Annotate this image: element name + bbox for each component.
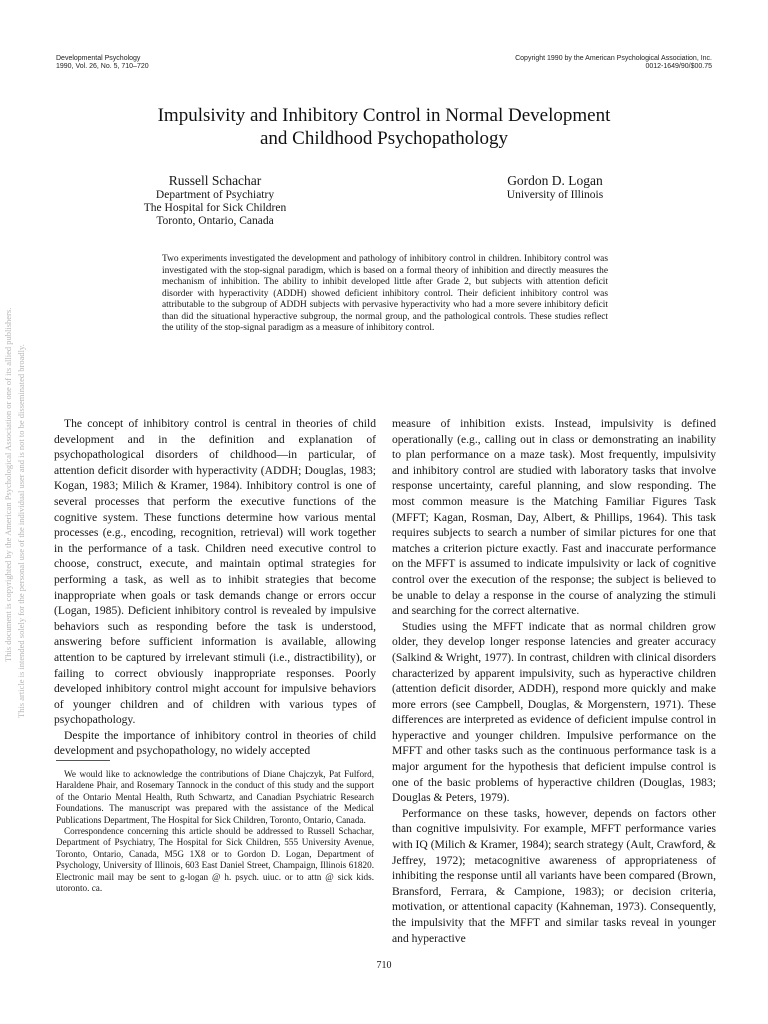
title-line-1: Impulsivity and Inhibitory Control in Normal Development (157, 105, 611, 126)
author-affiliation: University of Illinois (506, 189, 604, 201)
watermark-line-1: This document is copyrighted by the American Psychological Association or one of its allied publishers. (3, 307, 13, 662)
journal-citation (56, 55, 149, 71)
journal-volume: 1990, Vol. 26, No. 5, 710–720 (56, 63, 149, 70)
author-block-2 (480, 173, 630, 202)
title-line-2: and Childhood Psychopathology (259, 128, 509, 149)
author-affiliation: The Hospital for Sick Children (143, 202, 287, 214)
body-paragraph: Despite the importance of inhibitory control in theories of child development and psychopathology, no widely accepted (54, 728, 376, 758)
author-block-1 (110, 173, 320, 228)
watermark-line-2: This article is intended solely for the personal use of the individual user and is not to be disseminated broadly. (16, 344, 26, 718)
page-number: 710 (376, 960, 392, 971)
author-name: Russell Schachar (168, 173, 262, 188)
correspondence-note: Correspondence concerning this article should be addressed to Russell Schachar, Department of Psychiatry, The Hospital for Sick Children, 555 University Avenue, Toronto, Ontario, Canada, M5G 1X8 or to Gordon D. Logan, Department of Psychology, University of Illinois, 603 East Daniel Street, Champaign, Illinois 61820. Electronic mail may be sent to g-logan @ h. psych. uiuc. or to attn @ sick kids. utoronto. ca. (56, 826, 374, 894)
journal-name: Developmental Psychology (56, 55, 141, 62)
body-paragraph: measure of inhibition exists. Instead, impulsivity is defined operationally (e.g., calling out in class or demonstrating an inability to plan performance on a maze task). Most frequently, impulsivity and inhibitory control are studied with laboratory tasks that involve response uncertainty, careful planning, and slow responding. The most common measure is the Matching Familiar Figures Task (MFFT; Kagan, Rosman, Day, Albert, & Phillips, 1964). This task requires subjects to search a number of similar pictures for one that matches a criterion picture exactly. Fast and inaccurate performance on the MFFT is assumed to indicate impulsivity or lack of cognitive control over the execution of the response; the subject is believed to be unable to delay a response in the course of analyzing the stimuli and searching for the correct alternative. (392, 417, 716, 618)
abstract: Two experiments investigated the development and pathology of inhibitory control in children. Inhibitory control was investigated with the stop-signal paradigm, which is based on a formal theory of inhibition and directly measures the mechanism of inhibition. The ability to inhibit developed little after Grade 2, but subjects with attention deficit disorder with hyperactivity (ADDH) showed deficient inhibitory control. Their deficient inhibitory control was attributable to the subgroup of ADDH subjects with pervasive hyperactivity who had a more severe inhibitory deficit than did the situational hyperactive subgroup, the normal group, and the pathological controls. These studies reflect the utility of the stop-signal paradigm as a measure of inhibitory control. (162, 254, 608, 333)
copyright-notice (515, 55, 712, 71)
author-affiliation: Toronto, Ontario, Canada (156, 215, 274, 227)
author-affiliation: Department of Psychiatry (155, 189, 275, 201)
body-paragraph: Performance on these tasks, however, depends on factors other than cognitive impulsivity. For example, MFFT performance varies with IQ (Milich & Kramer, 1984); search strategy (Ault, Crawford, & Jeffrey, 1972); metacognitive awareness of appropriateness of inhibiting the response until all variants have been compared (Brown, Bransford, Ferrara, & Campione, 1983); or decision criteria, motivation, or attentional capacity (Kahneman, 1973). Consequently, the impulsivity that the MFFT and similar tasks reveal in younger and hyperactive (392, 806, 716, 945)
body-paragraph: The concept of inhibitory control is central in theories of child development and in the definition and explanation of psychopathological disorders of childhood—in particular, of attention deficit disorder with hyperactivity (ADDH; Douglas, 1983; Kogan, 1983; Milich & Kramer, 1984). Inhibitory control is one of several processes that perform the executive functions of the cognitive system. These functions determine how various mental processes (e.g., encoding, recognition, retrieval) will work together in the performance of a task. Children need executive control to choose, construct, execute, and maintain optimal strategies for performing a task, as well as to inhibit strategies that become inappropriate when goals or task demands change or errors occur (Logan, 1985). Deficient inhibitory control is revealed by impulsive behaviors such as responding before the task is understood, answering before sufficient information is available, allowing attention to be captured by irrelevant stimuli (i.e., distractibility), or failing to correct obviously inappropriate responses. Poorly developed inhibitory control might account for impulsive behaviors of younger children and of children with various types of psychopathology. (54, 417, 376, 727)
footnote-divider (56, 760, 110, 761)
issn-line: 0012-1649/90/$00.75 (645, 63, 712, 70)
copyright-line: Copyright 1990 by the American Psychological Association, Inc. (515, 55, 712, 62)
author-name: Gordon D. Logan (507, 173, 603, 188)
footnotes (56, 769, 374, 894)
copyright-watermark (0, 0, 40, 1024)
body-column-right (392, 416, 716, 946)
body-column-left (54, 416, 376, 759)
acknowledgement-note: We would like to acknowledge the contributions of Diane Chajczyk, Pat Fulford, Haraldene Phair, and Rosemary Tannock in the conduct of this study and the support of the Ontario Mental Health, Ruth Schwartz, and Canadian Psychiatric Research Foundations. The manuscript was prepared with the assistance of the Medical Publications Department, The Hospital for Sick Children, Toronto, Ontario, Canada. (56, 769, 374, 825)
paper-title (84, 104, 684, 150)
body-paragraph: Studies using the MFFT indicate that as normal children grow older, they develop longer response latencies and greater accuracy (Salkind & Wright, 1977). In contrast, children with clinical disorders characterized by apparent impulsivity, such as hyperactive children (attention deficit disorder, ADDH), respond more quickly and make more errors (see Campbell, Douglas, & Morgenstern, 1971). These differences are interpreted as evidence of deficient impulse control in hyperactive and younger children. Impulsive performance on the MFFT and other tasks such as the continuous performance task is a major argument for the hypothesis that deficient impulse control is one of the basic problems of hyperactive children (Douglas, 1983; Douglas & Peters, 1979). (392, 619, 716, 805)
